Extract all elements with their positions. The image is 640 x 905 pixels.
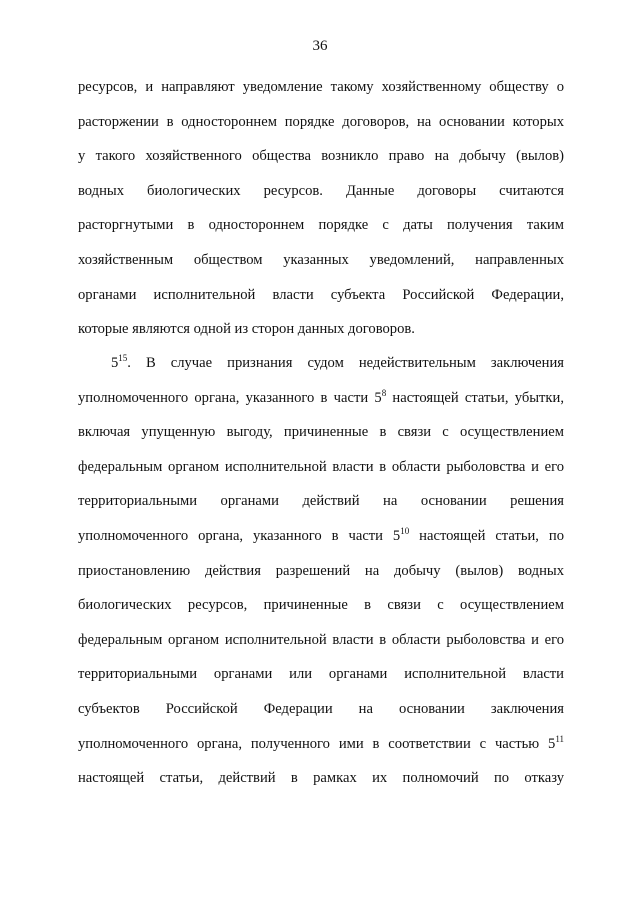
text-line: биологических ресурсов, причиненные в связи с осуществлением: [78, 597, 564, 614]
text-line: настоящей статьи, действий в рамках их полномочий по отказу: [78, 770, 564, 787]
paragraph-continuation: [78, 72, 564, 349]
part-superscript: 8: [381, 387, 387, 398]
text-line: органами исполнительной власти субъекта Российской Федерации,: [78, 286, 564, 303]
text-line: [78, 729, 564, 764]
text-line: включая упущенную выгоду, причиненные в связи с осуществлением: [78, 424, 564, 441]
text-run: уполномоченного органа, указанного в части 5: [78, 527, 401, 544]
text-line: ресурсов, и направляют уведомление такому хозяйственному обществу о: [78, 79, 564, 95]
text-line: которые являются одной из сторон данных договоров.: [78, 321, 415, 338]
text-run: настоящей статьи, по: [409, 527, 564, 544]
part-number: 5: [111, 355, 119, 371]
text-line: расторгнутыми в одностороннем порядке с даты получения таким: [78, 217, 564, 234]
page-number: 36: [312, 38, 328, 54]
text-line: территориальными органами действий на основании решения: [78, 493, 564, 510]
text-line: субъектов Российской Федерации на основании заключения: [78, 700, 564, 717]
text-line: [78, 348, 564, 383]
part-superscript: 15: [118, 353, 128, 363]
text-run: настоящей статьи, убытки,: [386, 389, 564, 406]
text-run: уполномоченного органа, полученного ими в соответствии с частью 5: [78, 735, 556, 752]
text-line: приостановлению действия разрешений на добычу (вылов) водных: [78, 562, 564, 579]
text-line: [78, 383, 564, 418]
text-line: хозяйственным обществом указанных уведомлений, направленных: [78, 251, 564, 268]
text-run: уполномоченного органа, указанного в части 5: [78, 389, 382, 406]
part-superscript: 11: [555, 733, 564, 744]
paragraph-5-15: [78, 348, 564, 798]
text-line: водных биологических ресурсов. Данные договоры считаются: [78, 182, 564, 199]
text-line: территориальными органами или органами исполнительной власти: [78, 666, 564, 683]
text-run: . В случае признания судом недействительным заключения: [127, 355, 564, 371]
text-line: расторжении в одностороннем порядке договоров, на основании которых: [78, 113, 564, 130]
text-line: у такого хозяйственного общества возникло право на добычу (вылов): [78, 148, 564, 165]
text-line: федеральным органом исполнительной власти в области рыболовства и его: [78, 458, 564, 475]
text-line: [78, 521, 564, 556]
part-superscript: 10: [400, 525, 410, 536]
text-line: федеральным органом исполнительной власти в области рыболовства и его: [78, 631, 564, 648]
